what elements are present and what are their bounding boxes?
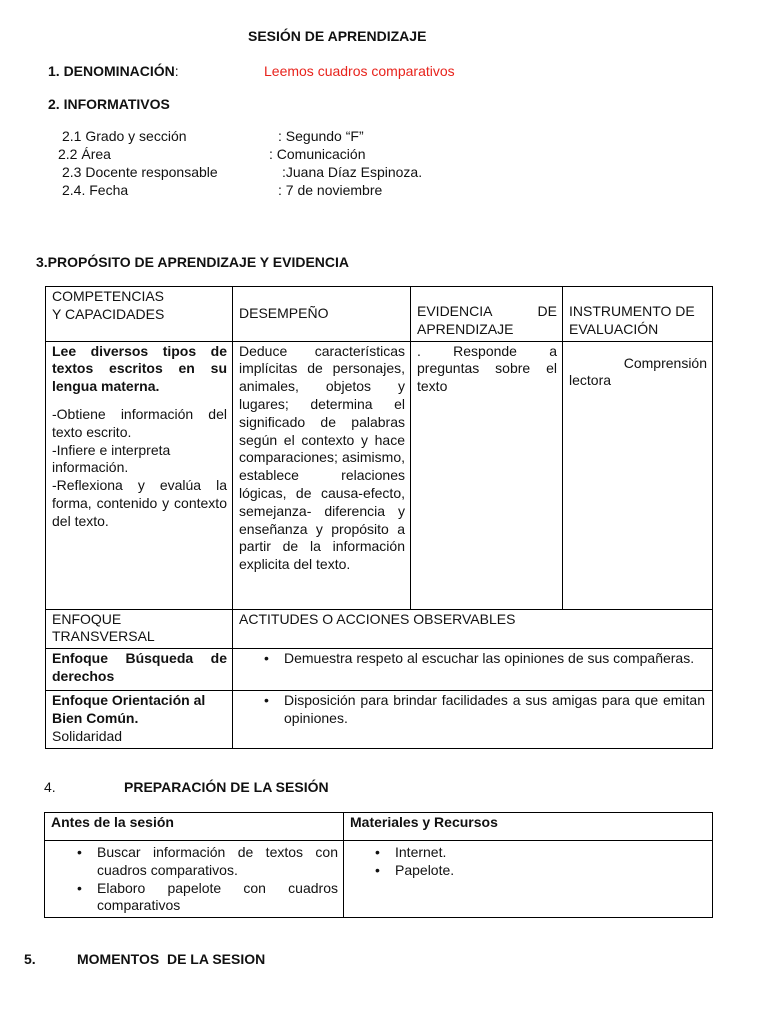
info-label-docente: 2.3 Docente responsable (62, 164, 218, 180)
antes-item-1-text: Buscar información de textos con cuadros comparativos. (97, 844, 338, 878)
desempeno-text: Deduce características implícitas de personajes, animales, objetos y lugares; determina el significado de palabras según el contexto y hace comparaciones; asimismo, establece relaciones lógicas, de causa-efecto, semejanza- diferencia y enseñanza y propósito a partir de la información explicita del texto. (233, 341, 411, 609)
bullet-icon: • (77, 844, 82, 860)
evidencia-text: . Responde a preguntas sobre el texto (411, 341, 563, 609)
header-materiales: Materiales y Recursos (344, 813, 713, 841)
header-desempeno: DESEMPEÑO (233, 287, 411, 342)
enfoque-row-1 (46, 649, 713, 691)
header-antes: Antes de la sesión (45, 813, 344, 841)
instrumento-line2: lectora (569, 372, 612, 389)
info-value-area: : Comunicación (269, 146, 366, 162)
materiales-item-2-text: Papelote. (395, 861, 455, 878)
enfoque-2-action-list (264, 692, 705, 728)
enfoque-1-name: Enfoque Búsqueda de derechos (46, 649, 233, 691)
bullet-icon: • (264, 650, 269, 667)
antes-item-2 (77, 879, 338, 916)
antes-item-2-text: Elaboro papelote con cuadros comparativos (97, 879, 338, 914)
materiales-list (375, 844, 707, 880)
enfoque-2-action-cell (233, 691, 713, 748)
header-actitudes: ACTITUDES O ACCIONES OBSERVABLES (233, 609, 713, 649)
bullet-icon: • (264, 692, 269, 709)
info-label-fecha: 2.4. Fecha (62, 182, 129, 198)
bullet-icon: • (77, 879, 82, 896)
materiales-item-1 (375, 844, 707, 862)
purpose-table (45, 286, 713, 749)
header-enfoque (46, 609, 233, 649)
header-instrumento (563, 287, 713, 342)
materiales-cell (344, 841, 713, 918)
antes-list (77, 844, 338, 915)
enfoque-2-cell (46, 691, 233, 748)
info-label-area: 2.2 Área (58, 146, 111, 162)
info-label-grado: 2.1 Grado y sección (62, 128, 187, 144)
header-evidencia-line1: EVIDENCIA DE (417, 303, 557, 319)
header-instrumento-line2: EVALUACIÓN (569, 320, 659, 337)
enfoque-1-action-cell (233, 649, 713, 691)
enfoque-row-2 (46, 691, 713, 748)
header-enfoque-line1: ENFOQUE (52, 610, 122, 627)
info-value-docente: :Juana Díaz Espinoza. (282, 164, 423, 180)
capacidad-1: -Obtiene información del texto escrito. (52, 405, 227, 440)
enfoque-1-action-text: Demuestra respeto al escuchar las opiniones de sus compañeras. (284, 650, 695, 667)
info-value-grado: : Segundo “F” (278, 128, 364, 144)
competencia-cell (46, 341, 233, 609)
enfoque-2-sub: Solidaridad (52, 727, 123, 744)
header-competencias-line2: Y CAPACIDADES (52, 305, 165, 322)
header-evidencia-line2: APRENDIZAJE (417, 320, 514, 337)
enfoque-1-action-list (264, 650, 705, 668)
header-competencias-line1: COMPETENCIAS (52, 288, 165, 304)
competencia-text: Lee diversos tipos de textos escritos en su lengua materna. (52, 342, 227, 395)
enfoque-header-row (46, 609, 713, 649)
capacidad-2: -Infiere e interpreta información. (52, 441, 171, 476)
section-2-label: 2. INFORMATIVOS (48, 96, 170, 112)
document-title: SESIÓN DE APRENDIZAJE (248, 28, 427, 44)
instrumento-cell (563, 341, 713, 609)
header-enfoque-line2: TRANSVERSAL (52, 628, 155, 645)
section-1-label: 1. DENOMINACIÓN: (48, 63, 179, 79)
enfoque-2-action (264, 692, 705, 728)
enfoque-1-action (264, 650, 705, 668)
instrumento-line1: Comprensión (623, 354, 707, 371)
info-value-fecha: : 7 de noviembre (278, 182, 383, 198)
preparation-table (44, 812, 713, 918)
enfoque-2-name: Enfoque Orientación al Bien Común. (52, 692, 206, 726)
section-5-label: MOMENTOS DE LA SESION (77, 951, 266, 967)
purpose-table-body-row (46, 341, 713, 609)
section-3-label: 3.PROPÓSITO DE APRENDIZAJE Y EVIDENCIA (36, 254, 350, 270)
preparation-table-body-row (45, 841, 713, 918)
materiales-item-1-text: Internet. (395, 844, 447, 860)
purpose-table-header-row (46, 287, 713, 342)
section-4-number: 4. (44, 779, 56, 795)
bullet-icon: • (375, 844, 380, 860)
session-name: Leemos cuadros comparativos (264, 63, 455, 79)
antes-cell (45, 841, 344, 918)
antes-item-1 (77, 844, 338, 880)
header-competencias (46, 287, 233, 342)
header-instrumento-line1: INSTRUMENTO DE (569, 303, 695, 319)
materiales-item-2 (375, 861, 707, 880)
section-5-number: 5. (24, 951, 36, 967)
capacidad-3: -Reflexiona y evalúa la forma, contenido y contexto del texto. (52, 477, 227, 529)
header-evidencia (411, 287, 563, 342)
bullet-icon: • (375, 861, 380, 878)
enfoque-2-action-text: Disposición para brindar facilidades a sus amigas para que emitan opiniones. (284, 692, 705, 726)
section-4-label: PREPARACIÓN DE LA SESIÓN (124, 779, 329, 795)
preparation-table-header-row (45, 813, 713, 841)
